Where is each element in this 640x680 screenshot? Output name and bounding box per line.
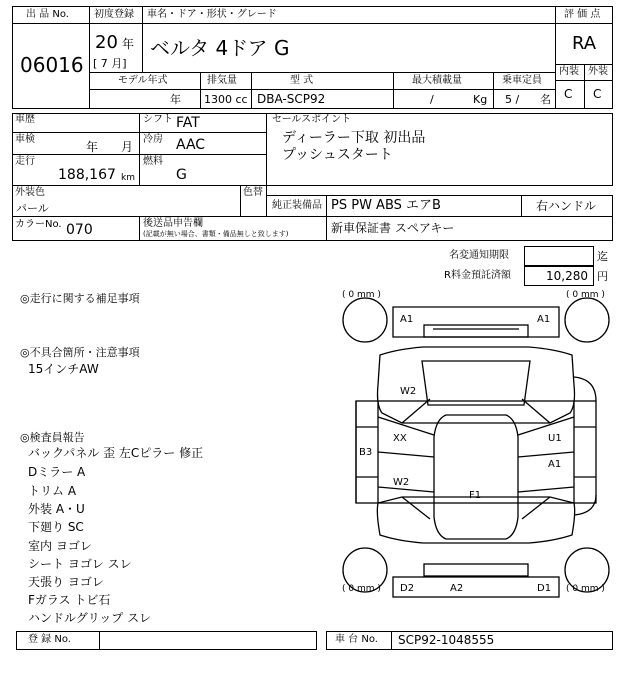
color-change-label: 色替	[243, 187, 263, 198]
defect-notes-title: ◎不具合箇所・注意事項	[20, 346, 140, 359]
capacity: 5 /	[505, 93, 520, 106]
inspection-year-unit: 年	[86, 140, 99, 154]
mileage-label: 走行	[15, 156, 35, 167]
color-no-value: 070	[66, 222, 93, 238]
interior-grade: C	[564, 87, 573, 101]
damage-mark-a1-left: A1	[400, 314, 414, 325]
ext-color-value: パール	[16, 202, 49, 215]
inspection-month-unit: 月	[121, 140, 134, 154]
spec-divider	[89, 89, 556, 90]
recycle-label: R料金預託済額	[444, 270, 511, 281]
inspector-line: 外装 A・U	[28, 502, 85, 516]
equipment-value: PS PW ABS エアB	[331, 198, 441, 213]
ac-label: 冷房	[143, 134, 163, 145]
damage-mark-xx: XX	[393, 433, 407, 444]
inspector-line: 室内 ヨゴレ	[28, 539, 92, 553]
defect-line: 15インチAW	[28, 362, 99, 376]
mileage-value: 188,167	[58, 167, 116, 183]
rear-plate	[424, 564, 528, 576]
notice-label: 名変通知期限	[449, 250, 509, 261]
damage-mark-d2: D2	[400, 583, 415, 594]
tire-size-label: ( 0 mm )	[342, 584, 381, 594]
model: DBA-SCP92	[257, 92, 326, 106]
lower-body	[377, 497, 574, 543]
shift-value: FAT	[176, 115, 200, 131]
spec-col3	[393, 72, 394, 109]
reg-no-label: 登 録 No.	[28, 634, 71, 645]
lot-no: 06016	[20, 53, 84, 77]
inspector-line: 下廻り SC	[28, 520, 84, 534]
car-name: ベルタ 4ドア G	[150, 36, 290, 60]
driving-notes-title: ◎走行に関する補足事項	[20, 292, 140, 305]
damage-mark-a1-right: A1	[537, 314, 551, 325]
fuel-label: 燃料	[143, 156, 163, 167]
shipping-label: 後送品申告欄	[143, 218, 203, 229]
inspector-line: Fガラス トビ石	[28, 593, 111, 607]
sales-point-line: ディーラー下取 初出品	[282, 130, 426, 146]
damage-mark-u1: U1	[548, 433, 562, 444]
load-unit: Kg	[473, 93, 488, 106]
upper-body	[378, 347, 575, 423]
extras-value: 新車保証書 スペアキー	[331, 221, 455, 235]
damage-mark-d1: D1	[537, 583, 552, 594]
first-reg-year-unit: 年	[122, 37, 135, 51]
inspector-line: 天張り ヨゴレ	[28, 575, 104, 589]
chassis-label: 車 台 No.	[335, 634, 378, 645]
spec-col1	[200, 72, 201, 109]
sales-point-line: プッシュスタート	[282, 147, 393, 163]
model-year-unit: 年	[170, 93, 181, 106]
color-no-label: カラーNo.	[15, 219, 62, 230]
inspector-line: ハンドルグリップ スレ	[28, 611, 152, 625]
damage-mark-f1: F1	[469, 490, 482, 501]
windshield-outline	[422, 361, 530, 405]
sales-point-label: セールスポイント	[272, 114, 352, 125]
grade-label: 評 価 点	[564, 9, 601, 20]
inspector-line: バックパネル 歪 左Cピラー 修正	[28, 446, 204, 460]
equipment-label: 純正装備品	[272, 200, 322, 211]
tire-size-label: ( 0 mm )	[342, 290, 381, 300]
reg-no-value-cell	[99, 631, 317, 650]
history-label: 車歴	[15, 114, 35, 125]
first-reg-label: 初度登録	[94, 9, 134, 20]
tire-front-right	[565, 298, 609, 342]
exterior-label: 外装	[588, 66, 608, 77]
model-label: 型 式	[290, 75, 314, 86]
damage-mark-w2-upper: W2	[400, 386, 417, 397]
spec-col4	[493, 72, 494, 109]
load-separator: /	[430, 93, 434, 106]
exterior-grade: C	[593, 87, 602, 101]
tire-size-label: ( 0 mm )	[566, 584, 605, 594]
fuel-value: G	[176, 167, 187, 183]
rear-bumper	[393, 577, 559, 597]
displacement: 1300 cc	[204, 93, 248, 106]
inspection-label: 車検	[15, 134, 35, 145]
inspector-line: シート ヨゴレ スレ	[28, 557, 132, 571]
right-mirror-arc	[574, 377, 596, 515]
capacity-label: 乗車定員	[502, 75, 542, 86]
lot-no-label: 出 品 No.	[26, 9, 69, 20]
front-bumper	[393, 307, 559, 337]
model-year-label: モデル年式	[118, 75, 168, 86]
chassis-no: SCP92-1048555	[398, 633, 495, 647]
tire-size-label: ( 0 mm )	[566, 290, 605, 300]
damage-mark-w2-lower: W2	[393, 477, 410, 488]
ac-value: AAC	[176, 137, 206, 153]
recycle-value: 10,280	[546, 269, 588, 283]
first-reg-month: [ 7 月]	[93, 57, 127, 70]
name-label: 車名・ドア・形状・グレード	[147, 9, 277, 20]
body-right-section	[574, 401, 596, 503]
front-plate	[424, 325, 528, 337]
first-reg-year: 20	[95, 32, 118, 53]
tire-front-left	[343, 298, 387, 342]
grade-value: RA	[572, 33, 597, 54]
shift-label: シフト	[143, 114, 173, 125]
spec-col2	[251, 72, 252, 109]
capacity-unit: 名	[540, 93, 551, 106]
roof-outline	[434, 415, 518, 539]
car-damage-diagram	[338, 287, 614, 627]
notice-value-cell	[524, 246, 594, 266]
ext-color-label: 外装色	[15, 187, 45, 198]
inspector-line: Dミラー A	[28, 465, 86, 479]
damage-mark-a2: A2	[450, 583, 464, 594]
shipping-note: (記載が無い場合、書類・備品無しと致します)	[143, 230, 289, 238]
load-label: 最大積載量	[412, 75, 462, 86]
right-doors	[518, 417, 574, 492]
mileage-unit: km	[121, 173, 135, 183]
displacement-label: 排気量	[207, 75, 237, 86]
damage-mark-a1-side: A1	[548, 459, 562, 470]
inspector-line: トリム A	[28, 484, 77, 498]
notice-unit: 迄	[597, 250, 608, 263]
recycle-unit: 円	[597, 270, 608, 283]
inspector-report-title: ◎検査員報告	[20, 431, 85, 444]
damage-mark-b3: B3	[359, 447, 373, 458]
handle-value: 右ハンドル	[536, 199, 597, 213]
interior-label: 内装	[559, 66, 579, 77]
